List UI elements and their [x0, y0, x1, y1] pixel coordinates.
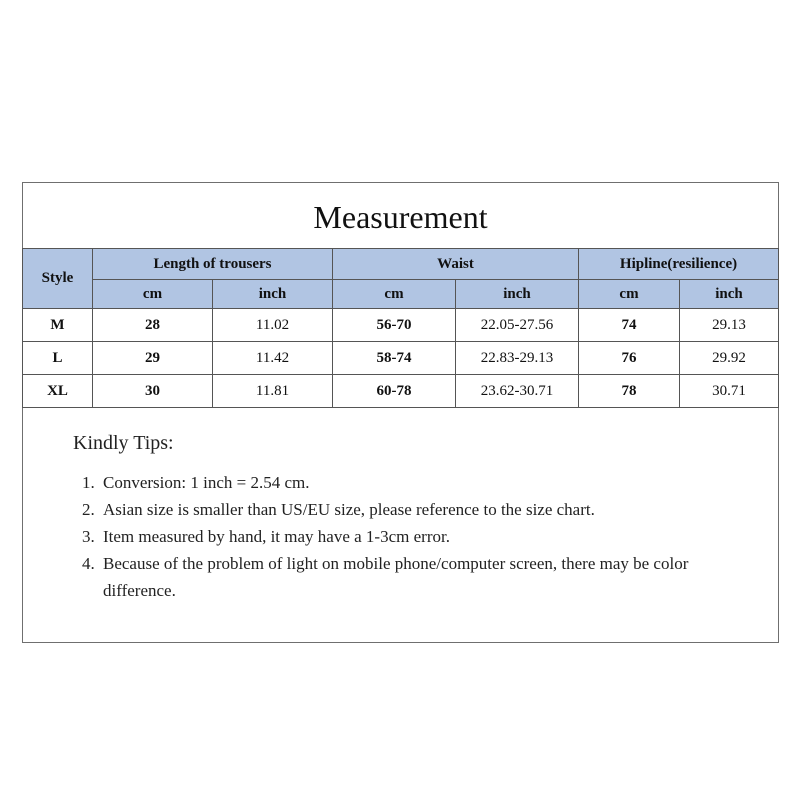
table-cell: 11.81 — [213, 375, 333, 408]
unit-header: cm — [93, 280, 213, 309]
table-cell: 60-78 — [333, 375, 456, 408]
table-cell: 29 — [93, 342, 213, 375]
table-cell: 78 — [579, 375, 680, 408]
page-title: Measurement — [313, 199, 488, 235]
table-cell: 30 — [93, 375, 213, 408]
table-cell: 29.13 — [680, 309, 779, 342]
table-header-row — [23, 249, 779, 280]
table-unit-row — [23, 280, 779, 309]
group-header-hipline: Hipline(resilience) — [579, 249, 779, 280]
group-header-length: Length of trousers — [93, 249, 333, 280]
table-cell: 74 — [579, 309, 680, 342]
list-item: 3. Item measured by hand, it may have a 1-3cm error. — [99, 523, 693, 550]
size-table — [22, 248, 779, 408]
measurement-card — [22, 182, 779, 643]
table-cell: 11.02 — [213, 309, 333, 342]
style-cell: L — [23, 342, 93, 375]
list-item: 4. Because of the problem of light on mobile phone/computer screen, there may be color difference. — [99, 550, 693, 604]
table-row — [23, 309, 779, 342]
unit-header: cm — [333, 280, 456, 309]
style-cell: XL — [23, 375, 93, 408]
unit-header: inch — [680, 280, 779, 309]
list-item: 2. Asian size is smaller than US/EU size, please reference to the size chart. — [99, 496, 693, 523]
style-header: Style — [23, 249, 93, 309]
table-cell: 29.92 — [680, 342, 779, 375]
list-item: 1. Conversion: 1 inch = 2.54 cm. — [99, 469, 693, 496]
table-row — [23, 342, 779, 375]
table-cell: 22.83-29.13 — [456, 342, 579, 375]
unit-header: cm — [579, 280, 680, 309]
table-cell: 30.71 — [680, 375, 779, 408]
style-cell: M — [23, 309, 93, 342]
unit-header: inch — [456, 280, 579, 309]
tips-section — [23, 408, 778, 604]
table-cell: 76 — [579, 342, 680, 375]
table-cell: 56-70 — [333, 309, 456, 342]
group-header-waist: Waist — [333, 249, 579, 280]
table-cell: 23.62-30.71 — [456, 375, 579, 408]
table-row — [23, 375, 779, 408]
tips-list — [73, 469, 778, 604]
table-cell: 28 — [93, 309, 213, 342]
table-cell: 11.42 — [213, 342, 333, 375]
table-cell: 22.05-27.56 — [456, 309, 579, 342]
table-cell: 58-74 — [333, 342, 456, 375]
tips-title: Kindly Tips: — [73, 432, 174, 454]
unit-header: inch — [213, 280, 333, 309]
